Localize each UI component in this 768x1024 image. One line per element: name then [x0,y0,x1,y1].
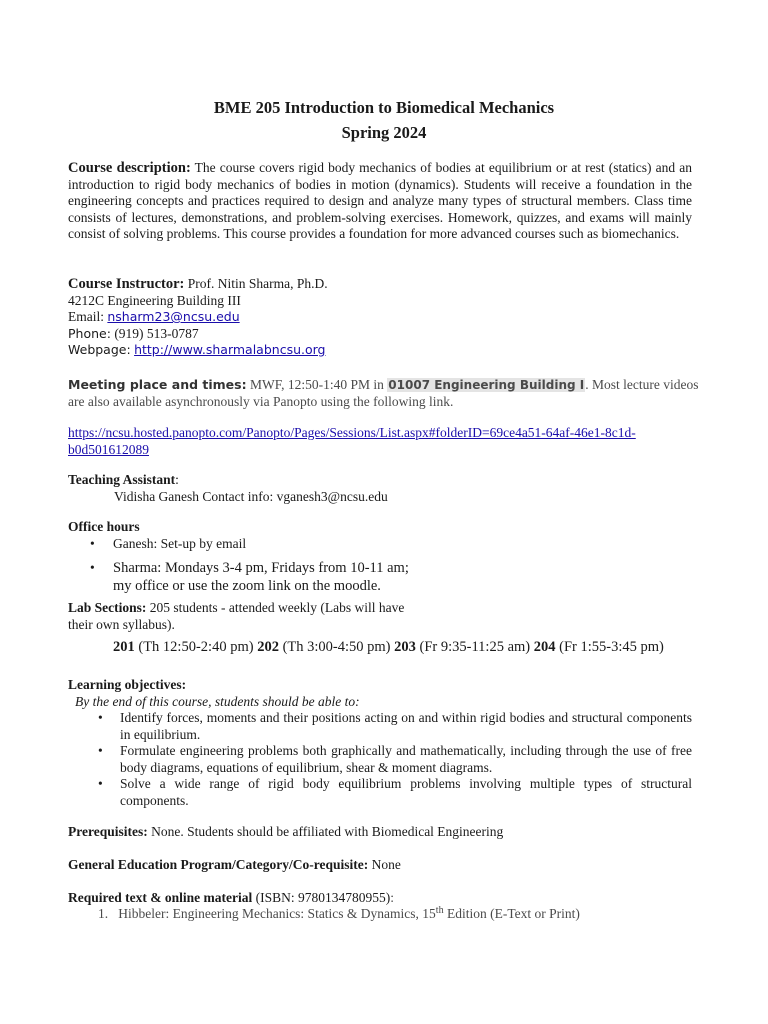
ta-label: Teaching Assistant [68,472,176,487]
list-item [68,536,468,553]
lab-section-number: 203 [394,639,416,655]
lab-section-item [394,639,530,655]
prerequisites [68,824,503,841]
bullet: • [98,710,103,725]
list-item [98,710,692,743]
ta-colon: : [175,472,179,487]
lab-section-time: (Th 12:50-2:40 pm) [138,639,254,655]
lab-section-item [113,639,254,655]
lab-section-time: (Fr 9:35-11:25 am) [419,639,531,655]
textbook-colon: : [390,890,394,905]
meeting-label: Meeting place and times: [68,377,247,392]
objectives-section [68,677,186,694]
office-hours-ganesh: Ganesh: Set-up by email [113,536,247,551]
objective-text: Identify forces, moments and their positions acting on and within rigid bodies and structural components in equilibrium. [120,710,692,742]
instructor-section [68,276,328,359]
course-term: Spring 2024 [341,123,427,142]
office-hours-sharma-line1: Sharma: Mondays 3-4 pm, Fridays from 10-11 am; [113,559,409,576]
objectives-intro [75,694,360,711]
panopto-link-block [68,425,636,458]
course-description [68,160,692,243]
textbook-item [98,906,580,923]
meeting-time: MWF, 12:50-1:40 PM in [249,377,384,392]
course-title: BME 205 Introduction to Biomedical Mechanics [213,98,555,117]
instructor-phone: (919) 513-0787 [114,325,199,341]
lab-text-b: their own syllabus). [68,616,175,632]
lab-sections-list [113,639,664,656]
objectives-list [98,710,692,809]
objective-text: Solve a wide range of rigid body equilibrium problems involving multiple types of structural components. [120,776,692,808]
objective-text: Formulate engineering problems both graphically and mathematically, including through the use of free body diagrams, equations of equilibrium, shear & moment diagrams. [120,743,692,775]
lab-section-number: 204 [533,639,556,655]
ta-info: Vidisha Ganesh Contact info: vganesh3@ncsu.edu [114,488,388,504]
webpage-label: Webpage: [68,342,131,357]
office-hours-list [68,536,468,595]
lab-section-item [257,639,390,655]
textbook-item-tail: Edition (E-Text or Print) [446,906,580,921]
office-hours-section [68,519,140,536]
instructor-label: Course Instructor: [68,276,185,292]
panopto-link[interactable] [68,425,636,457]
objectives-label: Learning objectives: [68,677,187,692]
office-hours-label: Office hours [68,519,140,534]
textbook-isbn: (ISBN: 9780134780955) [255,890,391,905]
bullet: • [98,743,103,758]
instructor-office: 4212C Engineering Building III [68,292,241,308]
lab-text-a: 205 students - attended weekly (Labs will have [149,600,405,615]
instructor-webpage-link[interactable]: http://www.sharmalabncsu.org [134,342,326,357]
prereq-label: Prerequisites: [68,824,148,839]
textbook-item-text: Hibbeler: Engineering Mechanics: Statics & Dynamics, 15 [118,906,436,921]
description-text: The course covers rigid body mechanics of bodies at equilibrium or at rest (statics) and an introduction to rigid body mechanics of bodies in motion (dynamics). Students will receive a foundation in the engineering concepts and practices required to design and analyze many types of structural members. Class time consists of lectures, demonstrations, and problem-solving exercises. Homework, quizzes, and exams will mainly consist of solving problems. This course provides a foundation for more advanced courses such as biomechanics. [68,160,692,241]
lab-section-time: (Th 3:00-4:50 pm) [282,639,391,655]
panopto-link-line2: b0d501612089 [68,441,149,457]
gen-ed [68,857,401,874]
lab-label: Lab Sections: [68,600,147,615]
prereq-text: None. Students should be affiliated with Biomedical Engineering [151,824,504,839]
gen-ed-label: General Education Program/Category/Co-requisite: [68,857,369,872]
meeting-room: 01007 Engineering Building I [388,378,585,392]
textbook-section [68,890,394,907]
description-label: Course description: [68,160,191,176]
list-item [98,743,692,776]
gen-ed-text: None [371,857,401,872]
instructor-name: Prof. Nitin Sharma, Ph.D. [187,276,328,291]
ta-section [68,472,388,505]
list-item [68,559,468,595]
meeting-section [68,377,708,410]
bullet: • [90,536,95,551]
panopto-link-line1: https://ncsu.hosted.panopto.com/Panopto/Pages/Sessions/List.aspx#folderID=69ce4a51-64af-46e1-8c1d- [68,425,636,440]
bullet: • [98,776,103,791]
lab-section-time: (Fr 1:55-3:45 pm) [559,639,664,655]
bullet: • [90,559,95,575]
email-label: Email: [68,309,104,324]
textbook-label: Required text & online material [68,890,253,905]
phone-label: Phone: [68,325,111,341]
textbook-item-sup: th [435,905,444,916]
objectives-intro-text: By the end of this course, students should be able to: [75,694,360,709]
list-item [98,776,692,809]
instructor-email-link[interactable]: nsharm23@ncsu.edu [107,309,240,324]
lab-section [68,600,428,633]
lab-section-number: 202 [257,639,279,655]
meeting-note: . Most lecture videos are also available asynchronously via Panopto using the following link. [68,377,699,409]
office-hours-sharma-line2: my office or use the zoom link on the moodle. [113,577,381,594]
lab-section-item [534,639,664,655]
textbook-item-number: 1. [98,906,109,921]
lab-section-number: 201 [113,639,135,655]
